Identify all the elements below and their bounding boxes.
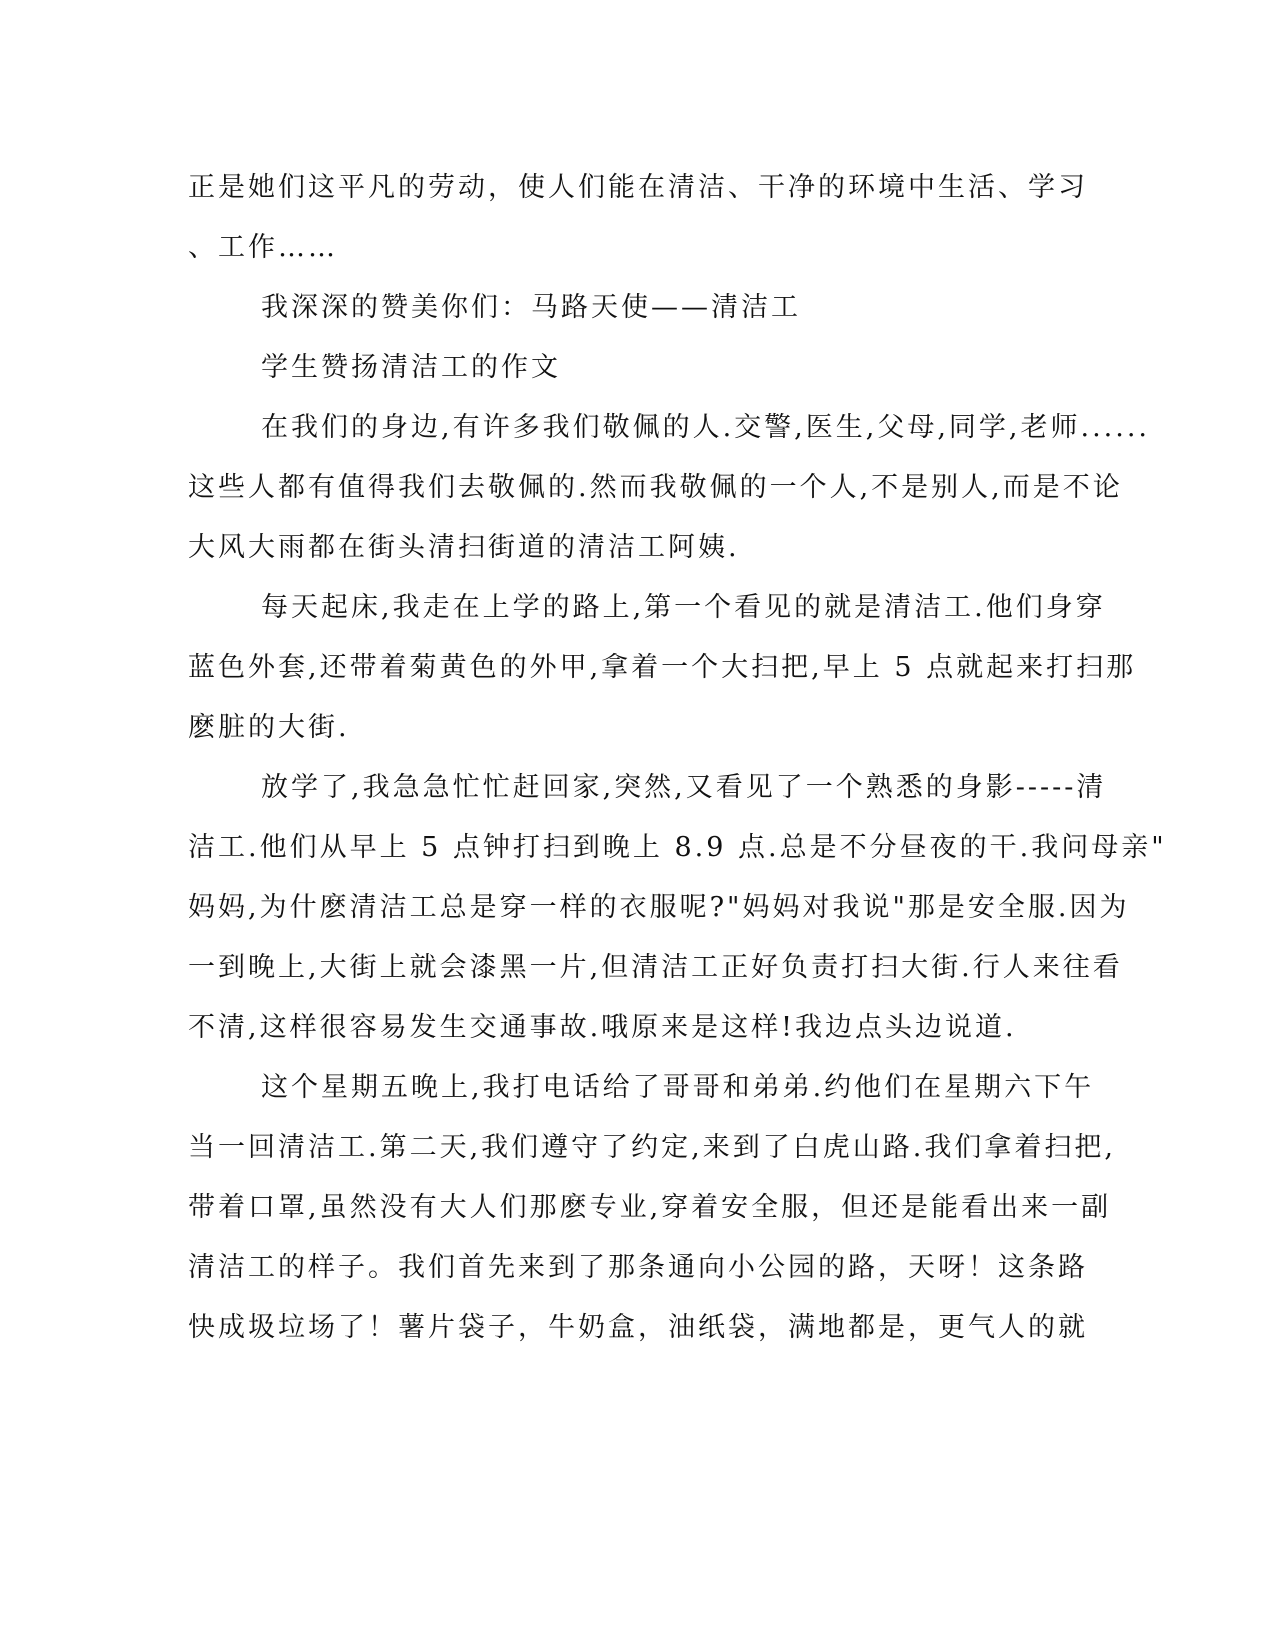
text-line: 正是她们这平凡的劳动，使人们能在清洁、干净的环境中生活、学习 (188, 172, 1088, 203)
essay-body (188, 158, 1167, 1358)
text-line: 快成圾垃场了！薯片袋子，牛奶盒，油纸袋，满地都是，更气人的就 (188, 1312, 1088, 1343)
text-line: 一到晚上,大街上就会漆黑一片,但清洁工正好负责打扫大街.行人来往看 (188, 952, 1123, 983)
text-line: 每天起床,我走在上学的路上,第一个看见的就是清洁工.他们身穿 (261, 592, 1106, 623)
text-line: 当一回清洁工.第二天,我们遵守了约定,来到了白虎山路.我们拿着扫把, (188, 1132, 1116, 1163)
text-line: 麽脏的大街. (188, 712, 350, 743)
text-line: 在我们的身边,有许多我们敬佩的人.交警,医生,父母,同学,老师...... (261, 412, 1150, 443)
text-line: 带着口罩,虽然没有大人们那麽专业,穿着安全服，但还是能看出来一副 (188, 1192, 1112, 1223)
text-line: 洁工.他们从早上 5 点钟打扫到晚上 8.9 点.总是不分昼夜的干.我问母亲" (188, 832, 1167, 863)
text-line: 我深深的赞美你们：马路天使——清洁工 (261, 292, 801, 323)
text-line: 不清,这样很容易发生交通事故.哦原来是这样!我边点头边说道. (188, 1012, 1017, 1043)
essay-title: 学生赞扬清洁工的作文 (261, 352, 561, 383)
text-line: 妈妈,为什麽清洁工总是穿一样的衣服呢?"妈妈对我说"那是安全服.因为 (188, 892, 1130, 923)
text-line: 、工作…… (188, 232, 338, 263)
text-line: 这些人都有值得我们去敬佩的.然而我敬佩的一个人,不是别人,而是不论 (188, 472, 1123, 503)
text-line: 蓝色外套,还带着菊黄色的外甲,拿着一个大扫把,早上 5 点就起来打扫那 (188, 652, 1137, 683)
text-line: 这个星期五晚上,我打电话给了哥哥和弟弟.约他们在星期六下午 (261, 1072, 1095, 1103)
text-line: 大风大雨都在街头清扫街道的清洁工阿姨. (188, 532, 740, 563)
text-line: 清洁工的样子。我们首先来到了那条通向小公园的路，天呀！这条路 (188, 1252, 1088, 1283)
text-line: 放学了,我急急忙忙赶回家,突然,又看见了一个熟悉的身影-----清 (261, 772, 1107, 803)
